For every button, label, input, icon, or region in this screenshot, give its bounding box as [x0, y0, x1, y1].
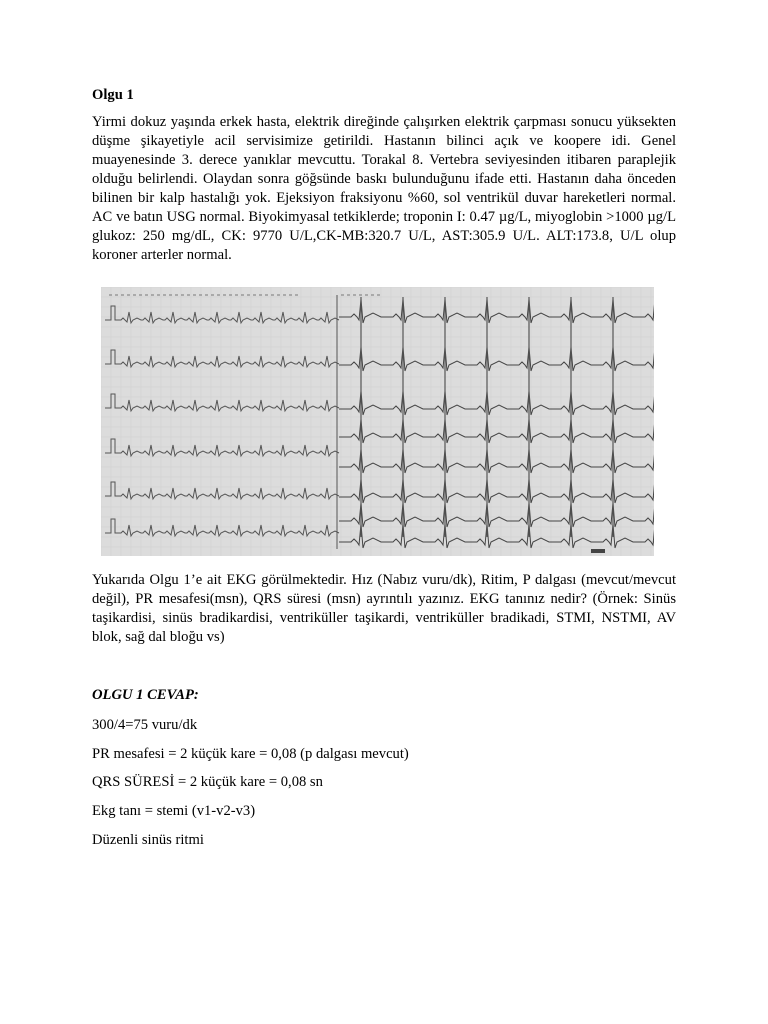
case-title: Olgu 1 [92, 87, 134, 103]
question-paragraph: Yukarıda Olgu 1’e ait EKG görülmektedir. Hız (Nabız vuru/dk), Ritim, P dalgası (mevcut/mevcut değil), PR mesafesi(msn), QRS süresi (msn) ayrıntılı yazınız. EKG tanınız nedir? (Örnek: Sinüs taşikardisi, sinüs bradikardisi, ventriküller taşikardi, ventriküller bradikadi, STMI, NSTMI, AV blok, sağ dal bloğu vs) [92, 572, 676, 645]
answer-qrs: QRS SÜRESİ = 2 küçük kare = 0,08 sn [92, 774, 323, 790]
ekg-tracing [101, 287, 654, 556]
answer-diagnosis: Ekg tanı = stemi (v1-v2-v3) [92, 803, 256, 819]
ekg-calibration-mark [591, 549, 605, 553]
case-section [92, 86, 676, 265]
case-paragraph: Yirmi dokuz yaşında erkek hasta, elektrik direğinde çalışırken elektrik çarpması sonucu yüksekten düşme şikayetiyle acil servisimize getirildi. Hastanın bilinci açık ve koopere idi. Genel muayenesinde 3. derece yanıklar mevcuttu. Torakal 8. Vertebra seviyesinden itibaren paraplejik olduğu belirlendi. Olaydan sonra göğsünde baskı bulunduğunu ifade etti. Hastanın daha önceden bilinen bir kalp hastalığı yok. Ejeksiyon fraksiyonu %60, sol ventrikül duvar hareketleri normal. AC ve batın USG normal. Biyokimyasal tetkiklerde; troponin I: 0.47 µg/L, miyoglobin >1000 µg/L glukoz: 250 mg/dL, CK: 9770 U/L,CK-MB:320.7 U/L, AST:305.9 U/L. ALT:173.8, U/L olup koroner arterler normal. [92, 114, 676, 263]
answer-rhythm: Düzenli sinüs ritmi [92, 832, 204, 848]
answer-rate: 300/4=75 vuru/dk [92, 717, 198, 733]
answer-pr: PR mesafesi = 2 küçük kare = 0,08 (p dalgası mevcut) [92, 746, 409, 762]
answer-title: OLGU 1 CEVAP: [92, 687, 199, 703]
ekg-image [101, 287, 654, 556]
